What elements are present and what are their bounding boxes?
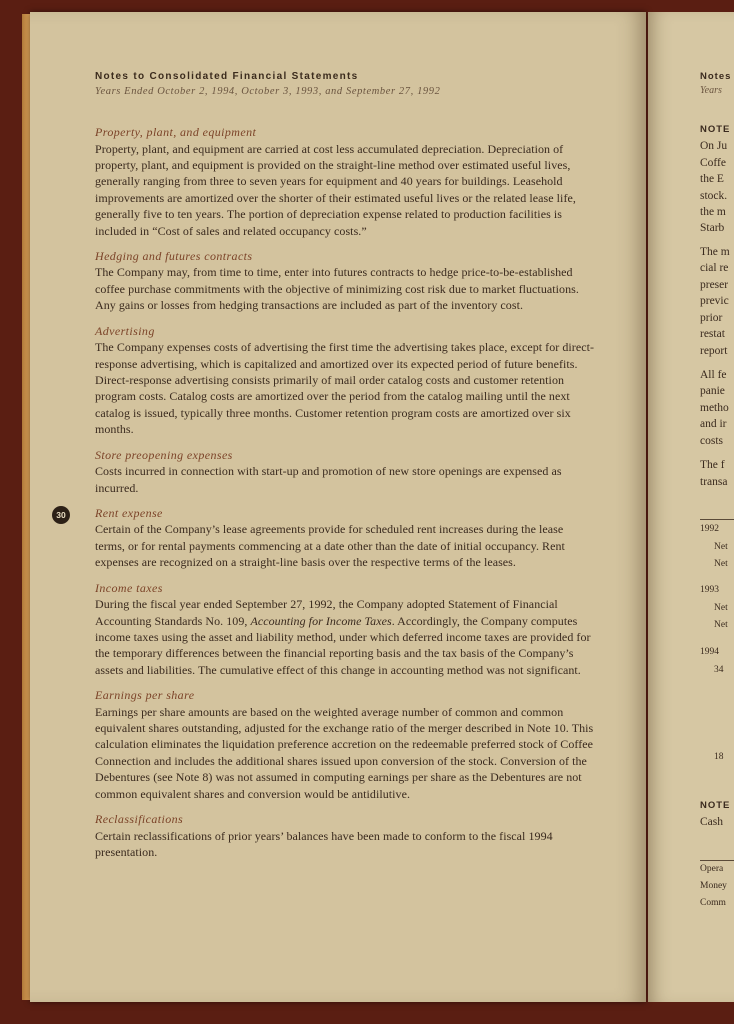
section-heading: Property, plant, and equipment (95, 125, 257, 139)
section-body: Property, plant, and equipment are carried at cost less accumulated depreciation. Depreciation of property, plant, and equipment is provided on the straight-line method over estimated useful lives, generally ranging from three to seven years for equipment and 40 years for buildings. Leasehold improvements are amortized over the shorter of their estimated useful lives or the related lease life, generally five to ten years. The portion of depreciation expense related to production facilities is included in “Cost of sales and related occupancy costs.” (95, 141, 576, 238)
right-line: report (700, 345, 728, 357)
section-advertising (95, 323, 595, 438)
right-line: On Ju (700, 140, 728, 152)
right-line: Starb (700, 222, 725, 234)
section-store-preopening (95, 447, 595, 496)
table-row: Net (714, 603, 728, 613)
section-heading: Hedging and futures contracts (95, 248, 253, 263)
section-heading: Earnings per share (95, 688, 195, 703)
section-heading: Rent expense (95, 505, 163, 520)
page-header-title: Notes to Consolidated Financial Statements (95, 71, 359, 82)
section-body: Certain reclassifications of prior years’ balances have been made to conform to the fiscal 1994 presentation. (95, 828, 553, 859)
right-line: the m (700, 206, 726, 218)
right-line: prior (700, 312, 723, 324)
notes-content (95, 124, 595, 869)
section-body: Earnings per share amounts are based on the weighted average number of common and common equivalent shares outstanding, adjusted for the exchange ratio of the merger described in Note 10. This calculation eliminates the liquidation preference accretion on the redeemable preferred stock of Coffee Connection and includes the additional shares issued upon conversion of the stock. Conversion of the Debentures (see Note 8) was not assumed in computing earnings per share as the Debentures are not common equivalent shares and conversion would be antidilutive. (95, 704, 594, 801)
body-text: . Accordingly, the Company computes income taxes using the asset and liability method, under which deferred income taxes are provided for the temporary differences between the financial reporting basis and the tax basis of the Company’s assets and liabilities. The cumulative effect of this change in accounting method was not significant. (95, 613, 591, 677)
table-rule (700, 860, 734, 861)
section-hedging (95, 248, 595, 314)
table-row: 1994 (700, 647, 719, 657)
table-row: Money (700, 881, 727, 891)
right-line: transa (700, 476, 728, 488)
right-line: cial re (700, 262, 729, 274)
table-row: Comm (700, 898, 726, 908)
section-body (95, 596, 595, 678)
right-note-heading: NOTE (700, 124, 731, 135)
table-row: Net (714, 620, 728, 630)
table-row: 1993 (700, 585, 719, 595)
right-line: costs (700, 435, 723, 447)
table-row: 34 (714, 665, 724, 675)
body-italic-title: Accounting for Income Taxes (250, 613, 392, 628)
table-row: Opera (700, 864, 724, 874)
section-body: Certain of the Company’s lease agreements provide for scheduled rent increases during the lease terms, or for rental payments commencing at a date other than the date of initial occupancy. Rent expenses are recognized on a straight-line basis over the respective terms of the leases. (95, 522, 565, 570)
section-earnings (95, 687, 595, 802)
table-rule (700, 519, 734, 520)
page-header-subtitle: Years Ended October 2, 1994, October 3, 1993, and September 27, 1992 (95, 86, 441, 97)
section-income-taxes (95, 580, 595, 679)
right-line: and ir (700, 418, 727, 430)
right-line: stock. (700, 190, 728, 202)
section-heading: Store preopening expenses (95, 447, 233, 462)
right-line: restat (700, 328, 725, 340)
section-heading: Advertising (95, 323, 155, 338)
section-heading: Income taxes (95, 580, 163, 595)
section-reclassifications (95, 811, 595, 860)
right-line: preser (700, 279, 729, 291)
right-line: The m (700, 246, 730, 258)
left-page (30, 12, 646, 1002)
right-header-title: Notes (700, 71, 732, 82)
section-rent (95, 505, 595, 571)
right-line: metho (700, 402, 729, 414)
right-line: All fe (700, 369, 727, 381)
right-line: Cash (700, 816, 723, 828)
table-row: 18 (714, 752, 724, 762)
right-line: panie (700, 385, 725, 397)
section-body: The Company may, from time to time, enter into futures contracts to hedge price-to-be-established coffee purchase commitments with the objective of minimizing cost risk due to market fluctuations. Any gains or losses from hedging transactions are included as part of the inventory cost. (95, 265, 579, 313)
section-body: The Company expenses costs of advertising the first time the advertising takes place, except for direct-response advertising, which is capitalized and amortized over its expected period of future benefits. Direct-response advertising consists primarily of mail order catalog costs and customer retention program costs. Catalog costs are amortized over the period from the catalog mailing until the next catalog is issued, typically three months. Customer retention program costs are amortized over six months. (95, 340, 595, 437)
body-text: During the fiscal year ended September 27, 1992, the Company adopted Statement of Financial Accounting Standards No. 109, (95, 597, 558, 628)
table-row: Net (714, 559, 728, 569)
right-line: previc (700, 295, 729, 307)
page-number-badge: 30 (52, 506, 70, 524)
right-note-heading: NOTE (700, 800, 731, 811)
section-body: Costs incurred in connection with start-up and promotion of new store openings are expensed as incurred. (95, 464, 562, 495)
section-heading: Reclassifications (95, 812, 184, 827)
right-line: Coffe (700, 157, 726, 169)
section-property (95, 124, 595, 239)
right-line: The f (700, 459, 725, 471)
table-row: Net (714, 542, 728, 552)
right-line: the E (700, 173, 724, 185)
right-page (648, 12, 734, 1002)
right-header-subtitle: Years (700, 85, 722, 96)
table-row: 1992 (700, 524, 719, 534)
